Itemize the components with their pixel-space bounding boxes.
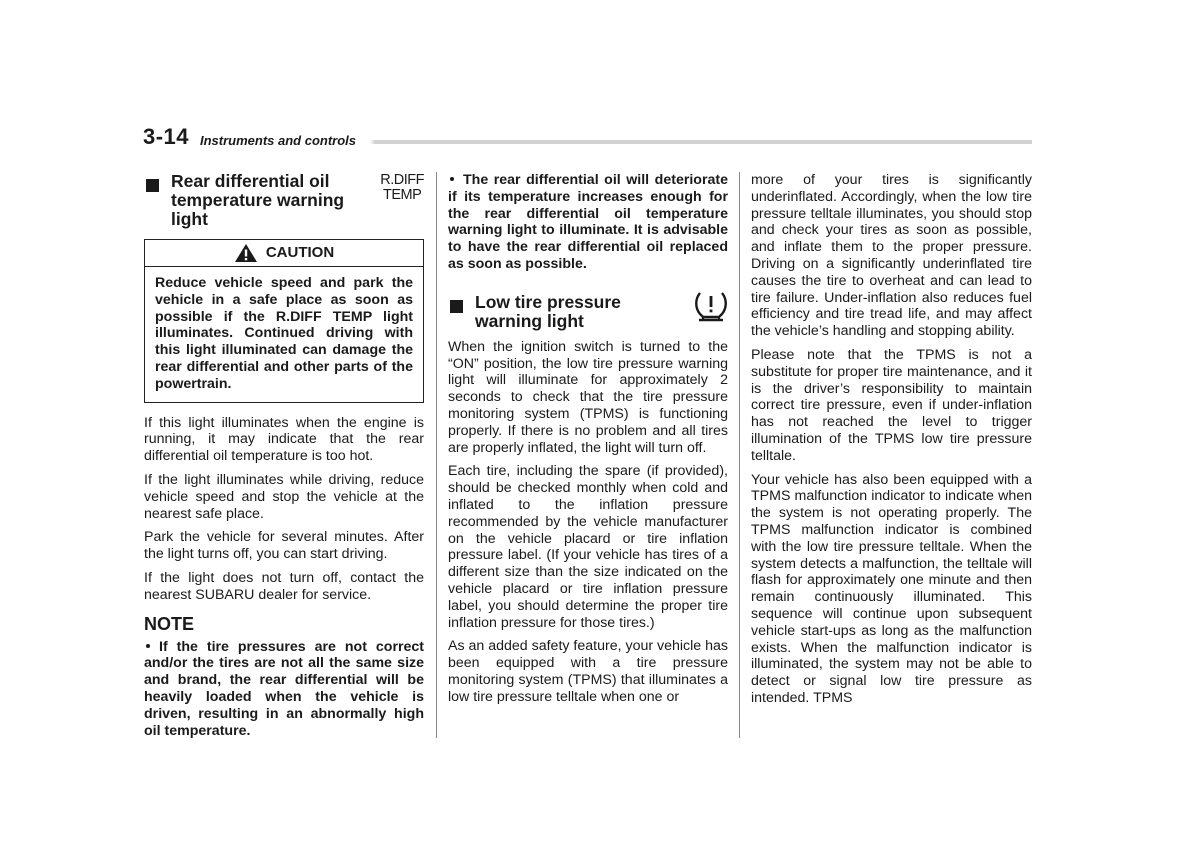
rdiff-icon-line1: R.DIFF	[380, 172, 424, 188]
column-2	[448, 172, 728, 713]
tpms-para-2: Each tire, including the spare (if provided), should be checked monthly when cold and inflated to the inflation pressure recommended by the vehicle manufacturer on the vehicle placard or tire inflation pressure label. (If your vehicle has tires of a different size than the size indicated on the vehicle placard or tire inflation pressure label, you should determine the proper tire inflation pressure for those tires.)	[448, 463, 728, 631]
caution-header	[145, 240, 423, 267]
note-bullet-2	[448, 172, 728, 273]
caution-label: CAUTION	[265, 243, 335, 261]
tpms-para-6: Your vehicle has also been equipped with a TPMS malfunction indicator to indicate when the system is not operating properly. The TPMS malfunction indicator is combined with the low tire pressure telltale. When the system detects a malfunction, the telltale will flash for approximately one minute and then remain continuously illuminated. This sequence will continue upon subsequent vehicle start-ups as long as the malfunction exists. When the malfunction indicator is illuminated, the system may not be able to detect or signal low tire pressure as intended. TPMS	[751, 471, 1032, 706]
bullet-icon	[450, 177, 454, 181]
tpms-heading-text: Low tire pressure warning light	[475, 291, 621, 331]
tpms-para-4: more of your tires is significantly underinflated. Accordingly, when the low tire pressure telltale illuminates, you should stop and check your tires as soon as possible, and inflate them to the proper pressure. Driving on a significantly underinflated tire causes the tire to overheat and can lead to tire failure. Under-inflation also reduces fuel efficiency and tire tread life, and may affect the vehicle’s handling and stopping ability.	[751, 172, 1032, 340]
rdiff-para-4: If the light does not turn off, contact the nearest SUBARU dealer for service.	[144, 569, 424, 603]
section-title: Instruments and controls	[200, 133, 357, 148]
note-bullet-1	[144, 639, 424, 740]
page-number: 3-14	[143, 124, 190, 149]
column-divider-1	[436, 172, 437, 738]
page-header	[143, 124, 1032, 152]
rdiff-para-3: Park the vehicle for several minutes. After the light turns off, you can start driving.	[144, 529, 424, 563]
tpms-para-5: Please note that the TPMS is not a substitute for proper tire maintenance, and it is the driver’s responsibility to maintain correct tire pressure, even if under-inflation has not reached the level to trigger illumination of the TPMS low tire pressure telltale.	[751, 346, 1032, 464]
rdiff-heading	[144, 172, 424, 229]
rdiff-icon-line2: TEMP	[383, 187, 422, 203]
column-1	[144, 172, 424, 746]
caution-text: Reduce vehicle speed and park the vehicle in a safe place as soon as possible if the R.DIFF TEMP light illuminates. Continued driving with this light illuminated can damage the rear differential and other parts of the powertrain.	[155, 275, 413, 392]
column-divider-2	[739, 172, 740, 738]
heading-square-icon	[450, 300, 463, 313]
rdiff-para-1: If this light illuminates when the engine is running, it may indicate that the rear differential oil temperature is too hot.	[144, 414, 424, 465]
tpms-para-3: As an added safety feature, your vehicle has been equipped with a tire pressure monitoring system (TPMS) that illuminates a low tire pressure telltale when one or	[448, 638, 728, 705]
rdiff-temp-icon	[380, 173, 424, 203]
note-bullet-1-text: If the tire pressures are not correct and/or the tires are not all the same size and brand, the rear differential will be heavily loaded when the vehicle is driven, resulting in an abnormally high oil temperature.	[144, 638, 424, 739]
tpms-para-1: When the ignition switch is turned to the “ON” position, the low tire pressure warning light will illuminate for approximately 2 seconds to check that the tire pressure monitoring system (TPMS) is functioning properly. If there is no problem and all tires are properly inflated, the light will turn off.	[448, 338, 728, 456]
caution-box	[144, 239, 424, 403]
heading-square-icon	[146, 179, 159, 192]
column-3	[751, 172, 1032, 714]
note-title: NOTE	[144, 613, 195, 634]
warning-triangle-icon	[234, 243, 258, 263]
bullet-icon	[146, 644, 150, 648]
rdiff-para-2: If the light illuminates while driving, reduce vehicle speed and stop the vehicle at the nearest safe place.	[144, 471, 424, 522]
rdiff-heading-text: Rear differential oil temperature warning light	[171, 171, 345, 229]
tpms-heading	[448, 293, 728, 331]
tire-pressure-warning-icon	[694, 289, 728, 323]
note-bullet-2-text: The rear differential oil will deteriorate if its temperature increases enough for the rear differential oil temperature warning light to illuminate. It is advisable to have the rear differential oil replaced as soon as possible.	[448, 172, 728, 272]
